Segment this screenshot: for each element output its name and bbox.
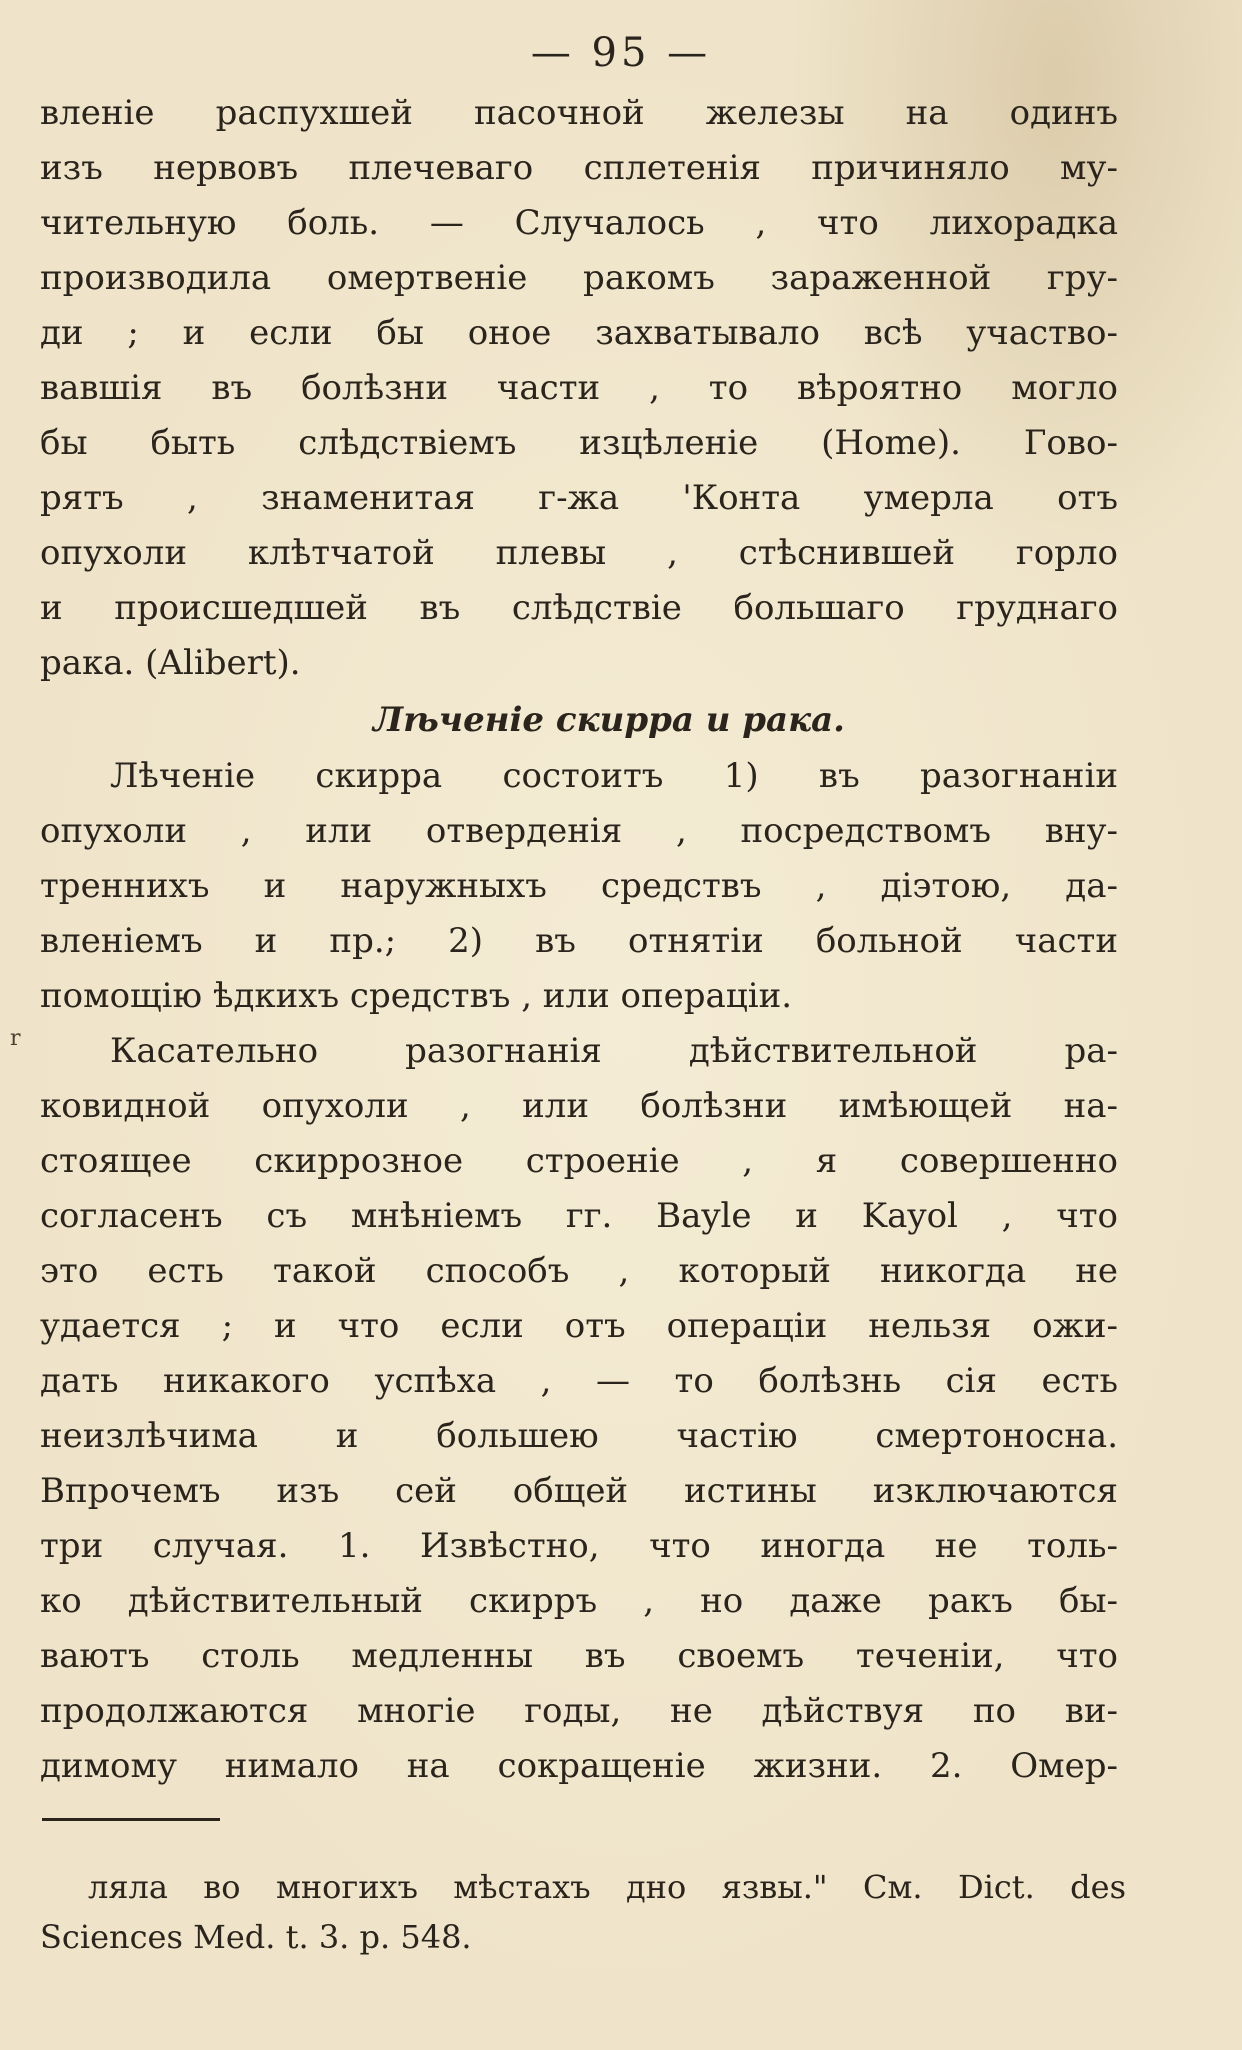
- margin-mark: r: [10, 1026, 21, 1051]
- text-line: ко дѣйствительный скирръ , но даже ракъ бы-: [40, 1581, 1118, 1621]
- text-line: вленіемъ и пр.; 2) въ отнятіи больной части: [40, 921, 1118, 961]
- text-line: димому нимало на сокращеніе жизни. 2. Омер-: [40, 1746, 1118, 1786]
- text-line: дать никакого успѣха , — то болѣзнь сія есть: [40, 1361, 1118, 1401]
- text-line: удается ; и что если отъ операціи нельзя ожи-: [40, 1306, 1118, 1346]
- text-line: бы быть слѣдствіемъ изцѣленіе (Home). Гово-: [40, 423, 1118, 463]
- text-line: опухоли , или отверденія , посредствомъ вну-: [40, 811, 1118, 851]
- footnote-line: ляла во многихъ мѣстахъ дно язвы." См. Dict. des: [88, 1868, 1126, 1906]
- text-line: производила омертвеніе ракомъ зараженной гру-: [40, 258, 1118, 298]
- text-line: помощію ѣдкихъ средствъ , или операціи.: [40, 976, 793, 1016]
- text-line: вленіе распухшей пасочной железы на одинъ: [40, 93, 1118, 133]
- text-line: рятъ , знаменитая г-жа 'Конта умерла отъ: [40, 478, 1118, 518]
- section-heading: Лѣченіе скирра и рака.: [373, 700, 845, 740]
- text-line: это есть такой способъ , который никогда не: [40, 1251, 1118, 1291]
- text-line: продолжаются многіе годы, не дѣйствуя по ви-: [40, 1691, 1118, 1731]
- text-line: неизлѣчима и большею частію смертоносна.: [40, 1416, 1118, 1456]
- text-line: вавшія въ болѣзни части , то вѣроятно могло: [40, 368, 1118, 408]
- text-line: Лѣченіе скирра состоитъ 1) въ разогнаніи: [110, 756, 1118, 796]
- text-line: три случая. 1. Извѣстно, что иногда не толь-: [40, 1526, 1118, 1566]
- text-line: треннихъ и наружныхъ средствъ , діэтою, да-: [40, 866, 1118, 906]
- footnote-line: Sciences Med. t. 3. p. 548.: [40, 1918, 472, 1956]
- text-line: Касательно разогнанія дѣйствительной ра-: [110, 1031, 1118, 1071]
- text-line: чительную боль. — Случалось , что лихорадка: [40, 203, 1118, 243]
- text-line: ди ; и если бы оное захватывало всѣ участво-: [40, 313, 1118, 353]
- text-line: изъ нервовъ плечеваго сплетенія причиняло му-: [40, 148, 1118, 188]
- body-text: [40, 86, 1118, 1794]
- text-line: рака. (Alibert).: [40, 643, 301, 683]
- page-number: — 95 —: [530, 30, 712, 76]
- text-line: и происшедшей въ слѣдствіе большаго груднаго: [40, 588, 1118, 628]
- text-line: согласенъ съ мнѣніемъ гг. Bayle и Kayol , что: [40, 1196, 1118, 1236]
- text-line: опухоли клѣтчатой плевы , стѣснившей горло: [40, 533, 1118, 573]
- text-line: ковидной опухоли , или болѣзни имѣющей на-: [40, 1086, 1118, 1126]
- text-line: ваютъ столь медленны въ своемъ теченіи, что: [40, 1636, 1118, 1676]
- footnote-divider: [42, 1818, 220, 1821]
- text-line: стоящее скиррозное строеніе , я совершенно: [40, 1141, 1118, 1181]
- footnote: [40, 1862, 1126, 1962]
- text-line: Впрочемъ изъ сей общей истины изключаются: [40, 1471, 1118, 1511]
